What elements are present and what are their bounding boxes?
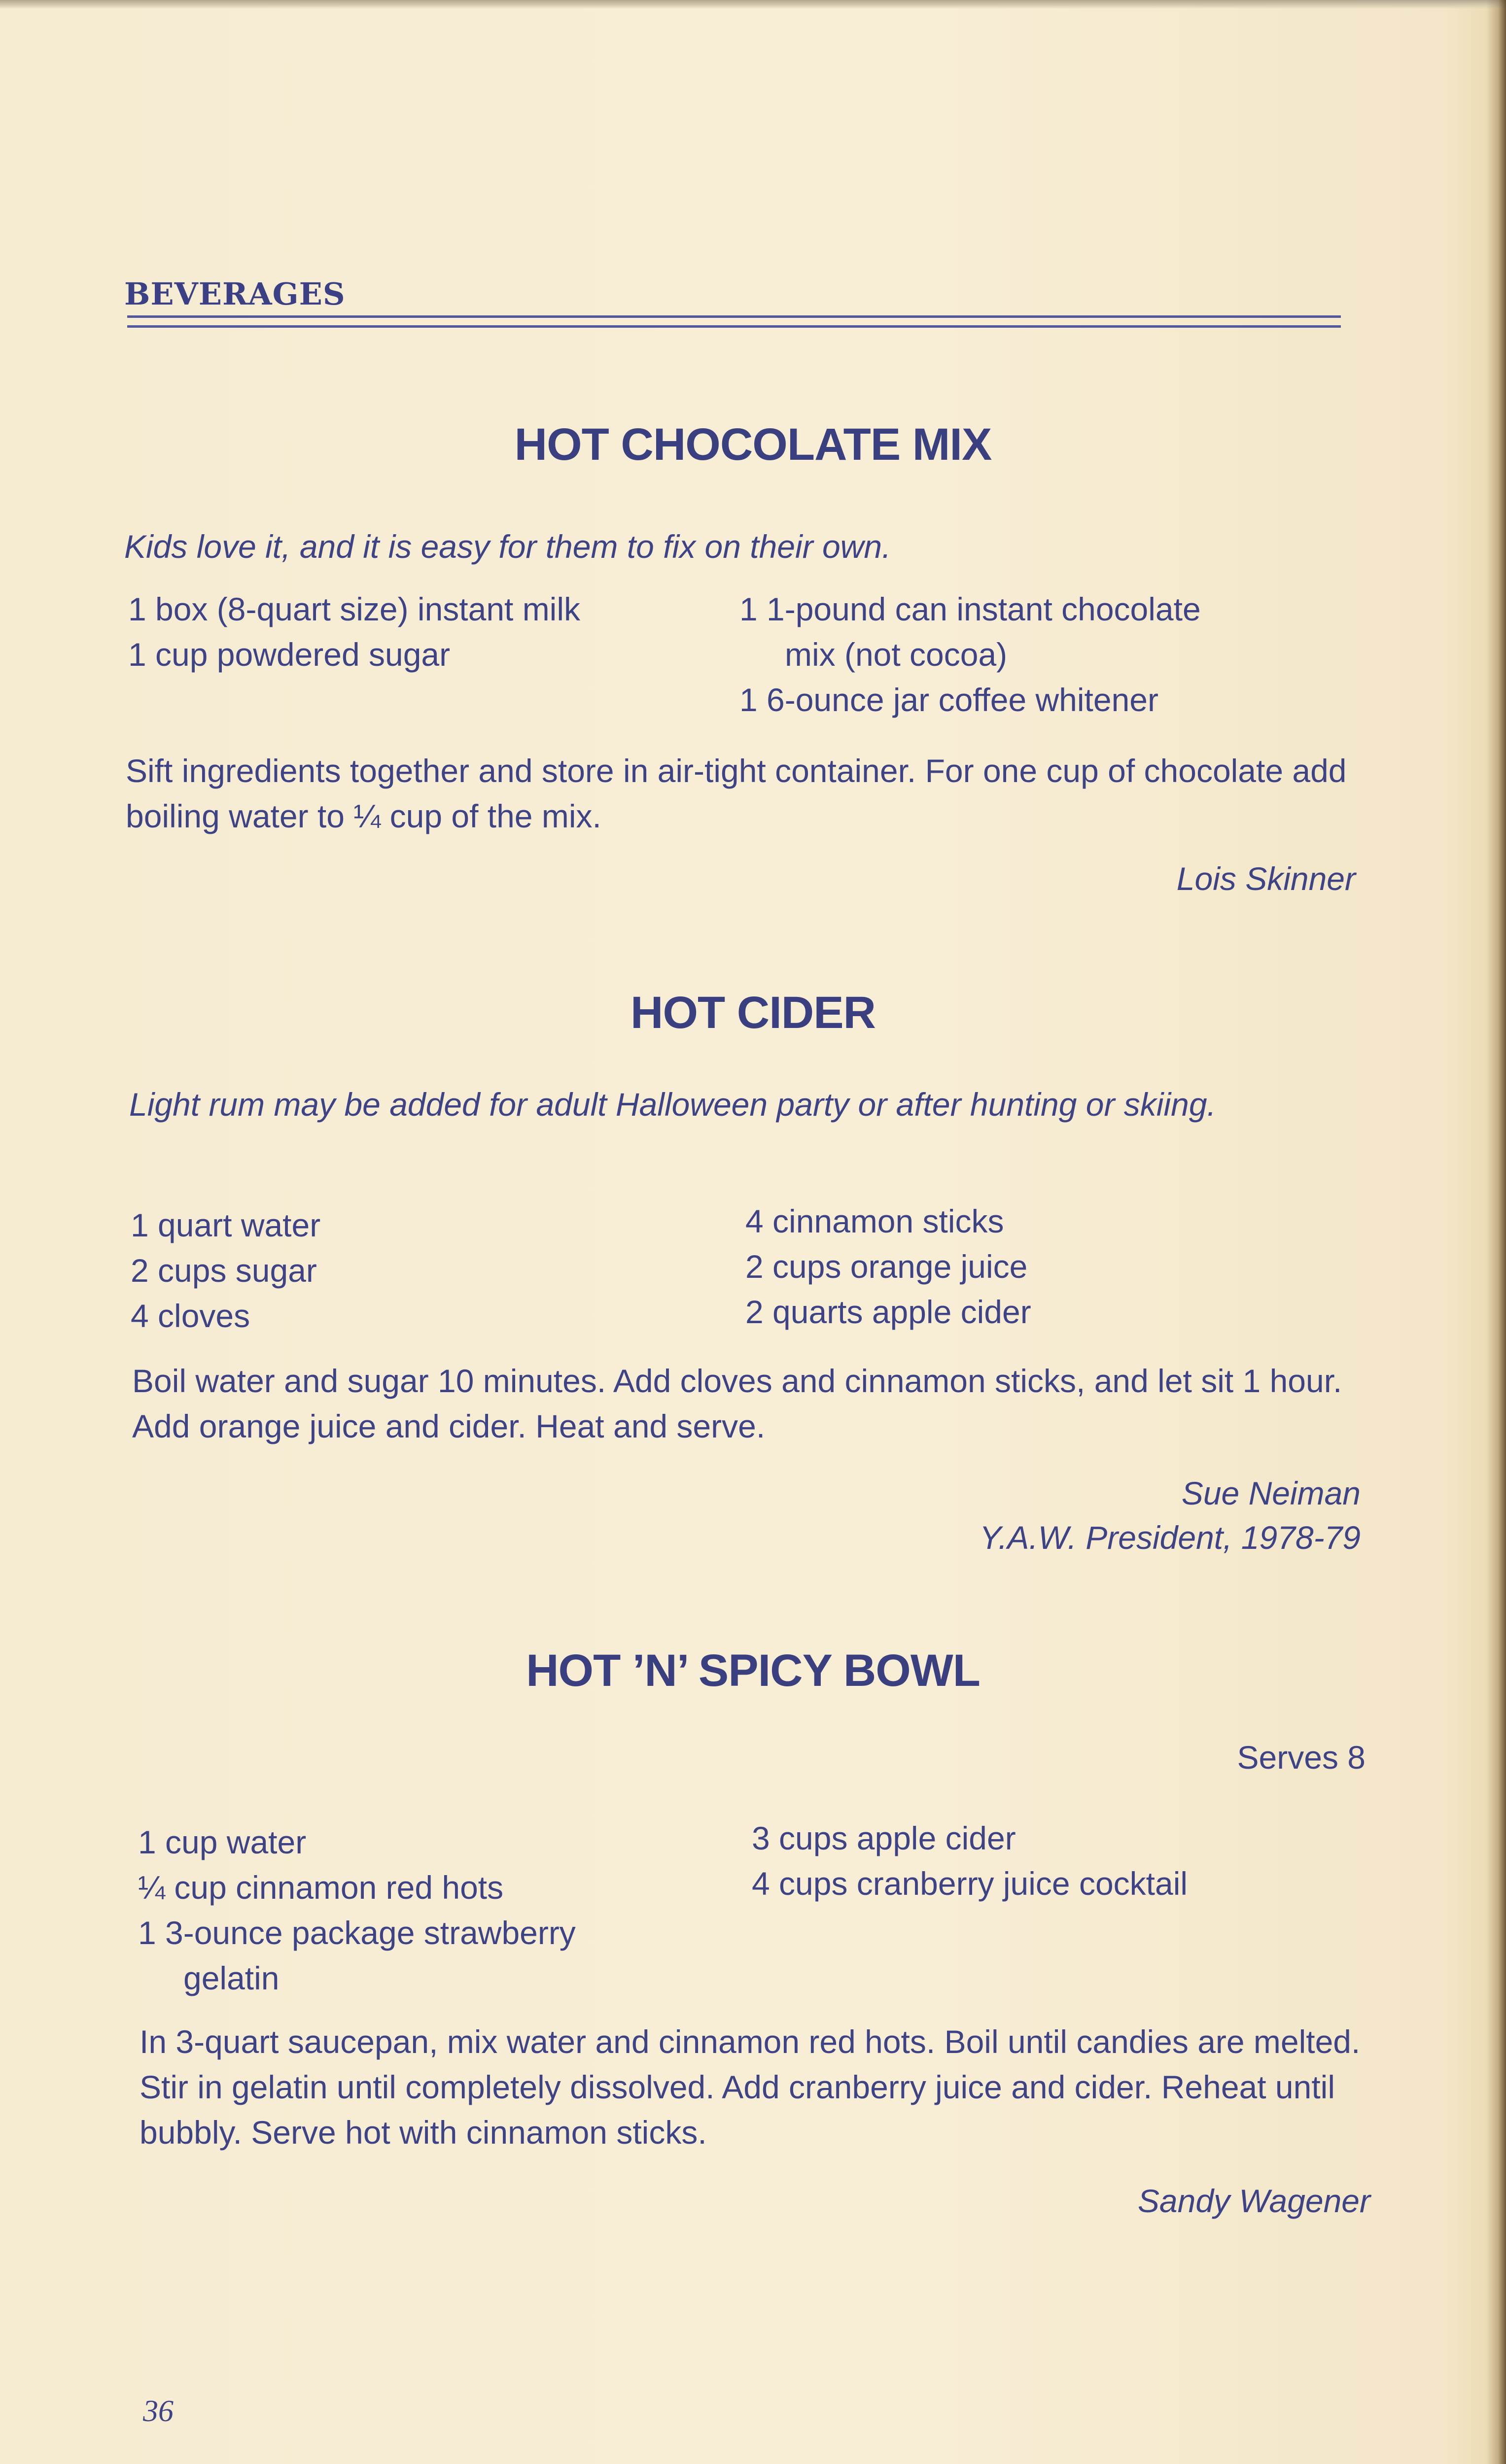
ingredients-left [131, 1202, 320, 1338]
ingredient: 1 6-ounce jar coffee whitener [739, 682, 1158, 718]
ingredients-left [138, 1819, 576, 2001]
recipe-directions: Sift ingredients together and store in air-tight container. For one cup of chocolate add boiling water to ¼ cup of the mix. [126, 753, 1347, 834]
header-rule-top [127, 315, 1341, 318]
ingredient: 1 1-pound can instant chocolate [739, 591, 1201, 627]
ingredient: 1 3-ounce package strawberry [138, 1915, 576, 1951]
servings: Serves 8 [1237, 1739, 1366, 1776]
recipe-intro: Light rum may be added for adult Halloween party or after hunting or skiing. [129, 1086, 1216, 1123]
recipe-directions: In 3-quart saucepan, mix water and cinnamon red hots. Boil until candies are melted. Stir in gelatin until completely dissolved. Add cranberry juice and cider. Reheat until bubbly. Serve hot with cinnamon sticks. [140, 2023, 1361, 2151]
ingredient: 1 cup water [138, 1824, 307, 1860]
ingredients-right [752, 1815, 1188, 1906]
ingredient: 2 quarts apple cider [745, 1294, 1031, 1330]
page-number: 36 [143, 2395, 174, 2428]
recipe-title-hot-n-spicy-bowl: HOT ’N’ SPICY BOWL [526, 1645, 980, 1696]
page-top-edge [0, 0, 1506, 9]
recipe-title-hot-cider: HOT CIDER [630, 988, 876, 1038]
ingredient: 1 quart water [131, 1207, 321, 1243]
recipe-author: Sandy Wagener [1137, 2183, 1370, 2219]
ingredient-continued: mix (not cocoa) [785, 636, 1008, 673]
ingredient: ¼ cup cinnamon red hots [138, 1869, 504, 1906]
ingredients-right [739, 586, 1201, 722]
recipe-title-hot-chocolate-mix: HOT CHOCOLATE MIX [514, 419, 992, 470]
section-header: BEVERAGES [124, 276, 346, 312]
ingredients-right [745, 1198, 1031, 1335]
recipe-intro: Kids love it, and it is easy for them to fix on their own. [124, 528, 891, 565]
ingredient: 2 cups orange juice [745, 1248, 1028, 1285]
ingredient: 4 cups cranberry juice cocktail [752, 1865, 1188, 1902]
header-rule-bottom [127, 325, 1341, 328]
ingredient: 1 box (8-quart size) instant milk [128, 591, 581, 627]
binding-shadow [1486, 0, 1506, 2464]
ingredient-continued: gelatin [183, 1960, 280, 1996]
recipe-directions: Boil water and sugar 10 minutes. Add cloves and cinnamon sticks, and let sit 1 hour. Add orange juice and cider. Heat and serve. [132, 1363, 1342, 1444]
recipe-author: Sue Neiman [1181, 1475, 1361, 1511]
ingredient: 4 cinnamon sticks [745, 1203, 1004, 1239]
ingredient: 3 cups apple cider [752, 1820, 1016, 1856]
ingredient: 2 cups sugar [131, 1252, 317, 1289]
ingredients-left [128, 586, 580, 677]
ingredient: 1 cup powdered sugar [128, 636, 451, 673]
recipe-author: Lois Skinner [1176, 860, 1356, 897]
author-title: Y.A.W. President, 1978-79 [980, 1519, 1361, 1556]
ingredient: 4 cloves [131, 1298, 250, 1334]
